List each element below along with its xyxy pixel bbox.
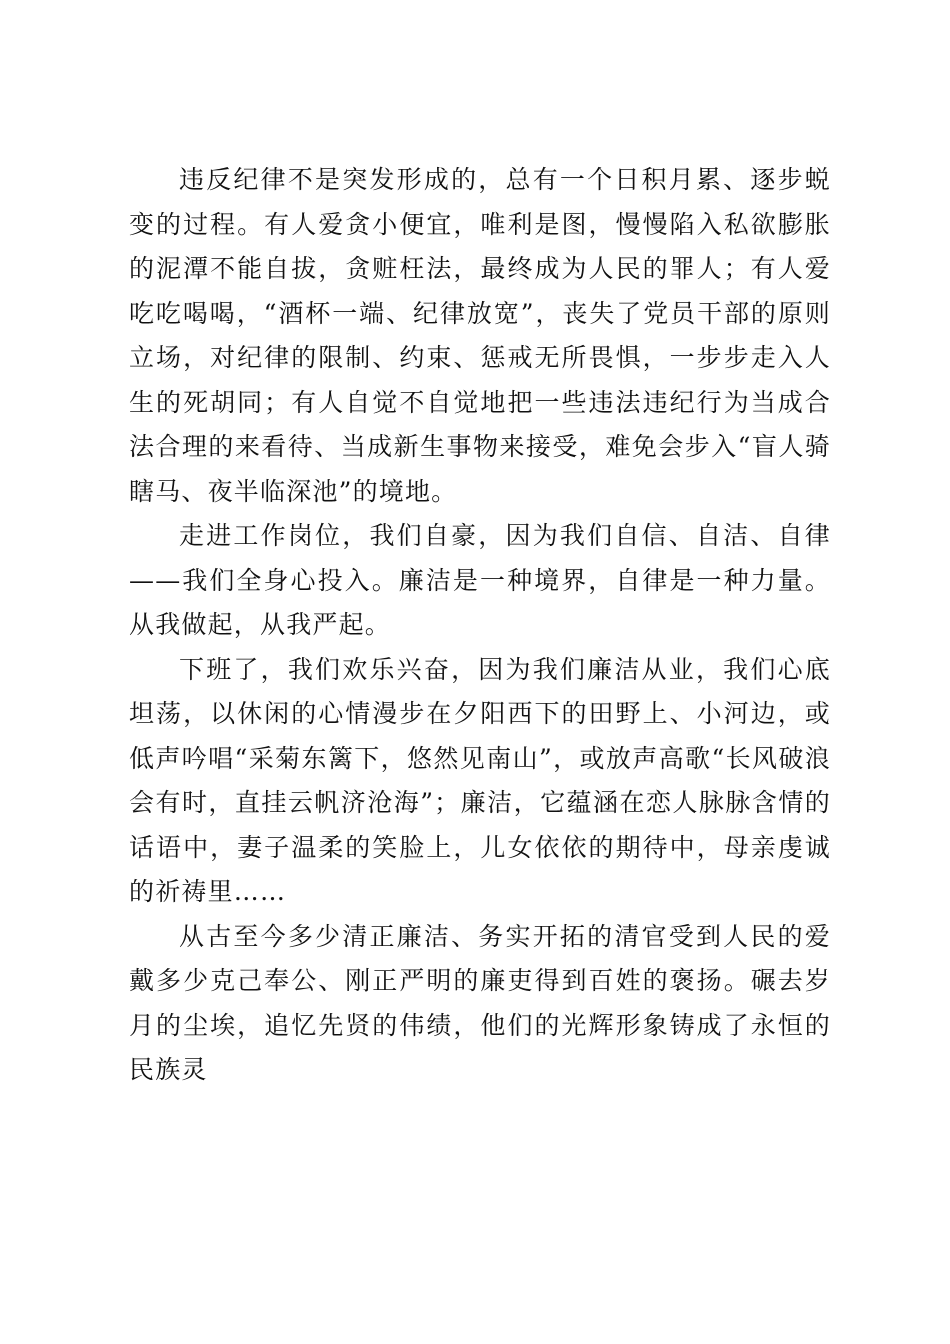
paragraph-2: 走进工作岗位，我们自豪，因为我们自信、自洁、自律——我们全身心投入。廉洁是一种境界，自律是一种力量。从我做起，从我严起。 — [129, 521, 831, 639]
paragraph-1: 违反纪律不是突发形成的，总有一个日积月累、逐步蜕变的过程。有人爱贪小便宜，唯利是图，慢慢陷入私欲膨胀的泥潭不能自拔，贪赃枉法，最终成为人民的罪人；有人爱吃吃喝喝，“酒杯一端、纪律放宽”，丧失了党员干部的原则立场，对纪律的限制、约束、惩戒无所畏惧，一步步走入人生的死胡同；有人自觉不自觉地把一些违法违纪行为当成合法合理的来看待、当成新生事物来接受，难免会步入“盲人骑瞎马、夜半临深池”的境地。 — [129, 165, 831, 506]
paragraph-4: 从古至今多少清正廉洁、务实开拓的清官受到人民的爱戴多少克己奉公、刚正严明的廉吏得到百姓的褒扬。碾去岁月的尘埃，追忆先贤的伟绩，他们的光辉形象铸成了永恒的民族灵 — [129, 921, 831, 1084]
paragraph-3: 下班了，我们欢乐兴奋，因为我们廉洁从业，我们心底坦荡，以休闲的心情漫步在夕阳西下的田野上、小河边，或低声吟唱“采菊东篱下，悠然见南山”，或放声高歌“长风破浪会有时，直挂云帆济沧海”；廉洁，它蕴涵在恋人脉脉含情的话语中，妻子温柔的笑脸上，儿女依依的期待中，母亲虔诚的祈祷里…… — [129, 654, 831, 906]
document-page — [129, 158, 831, 1093]
